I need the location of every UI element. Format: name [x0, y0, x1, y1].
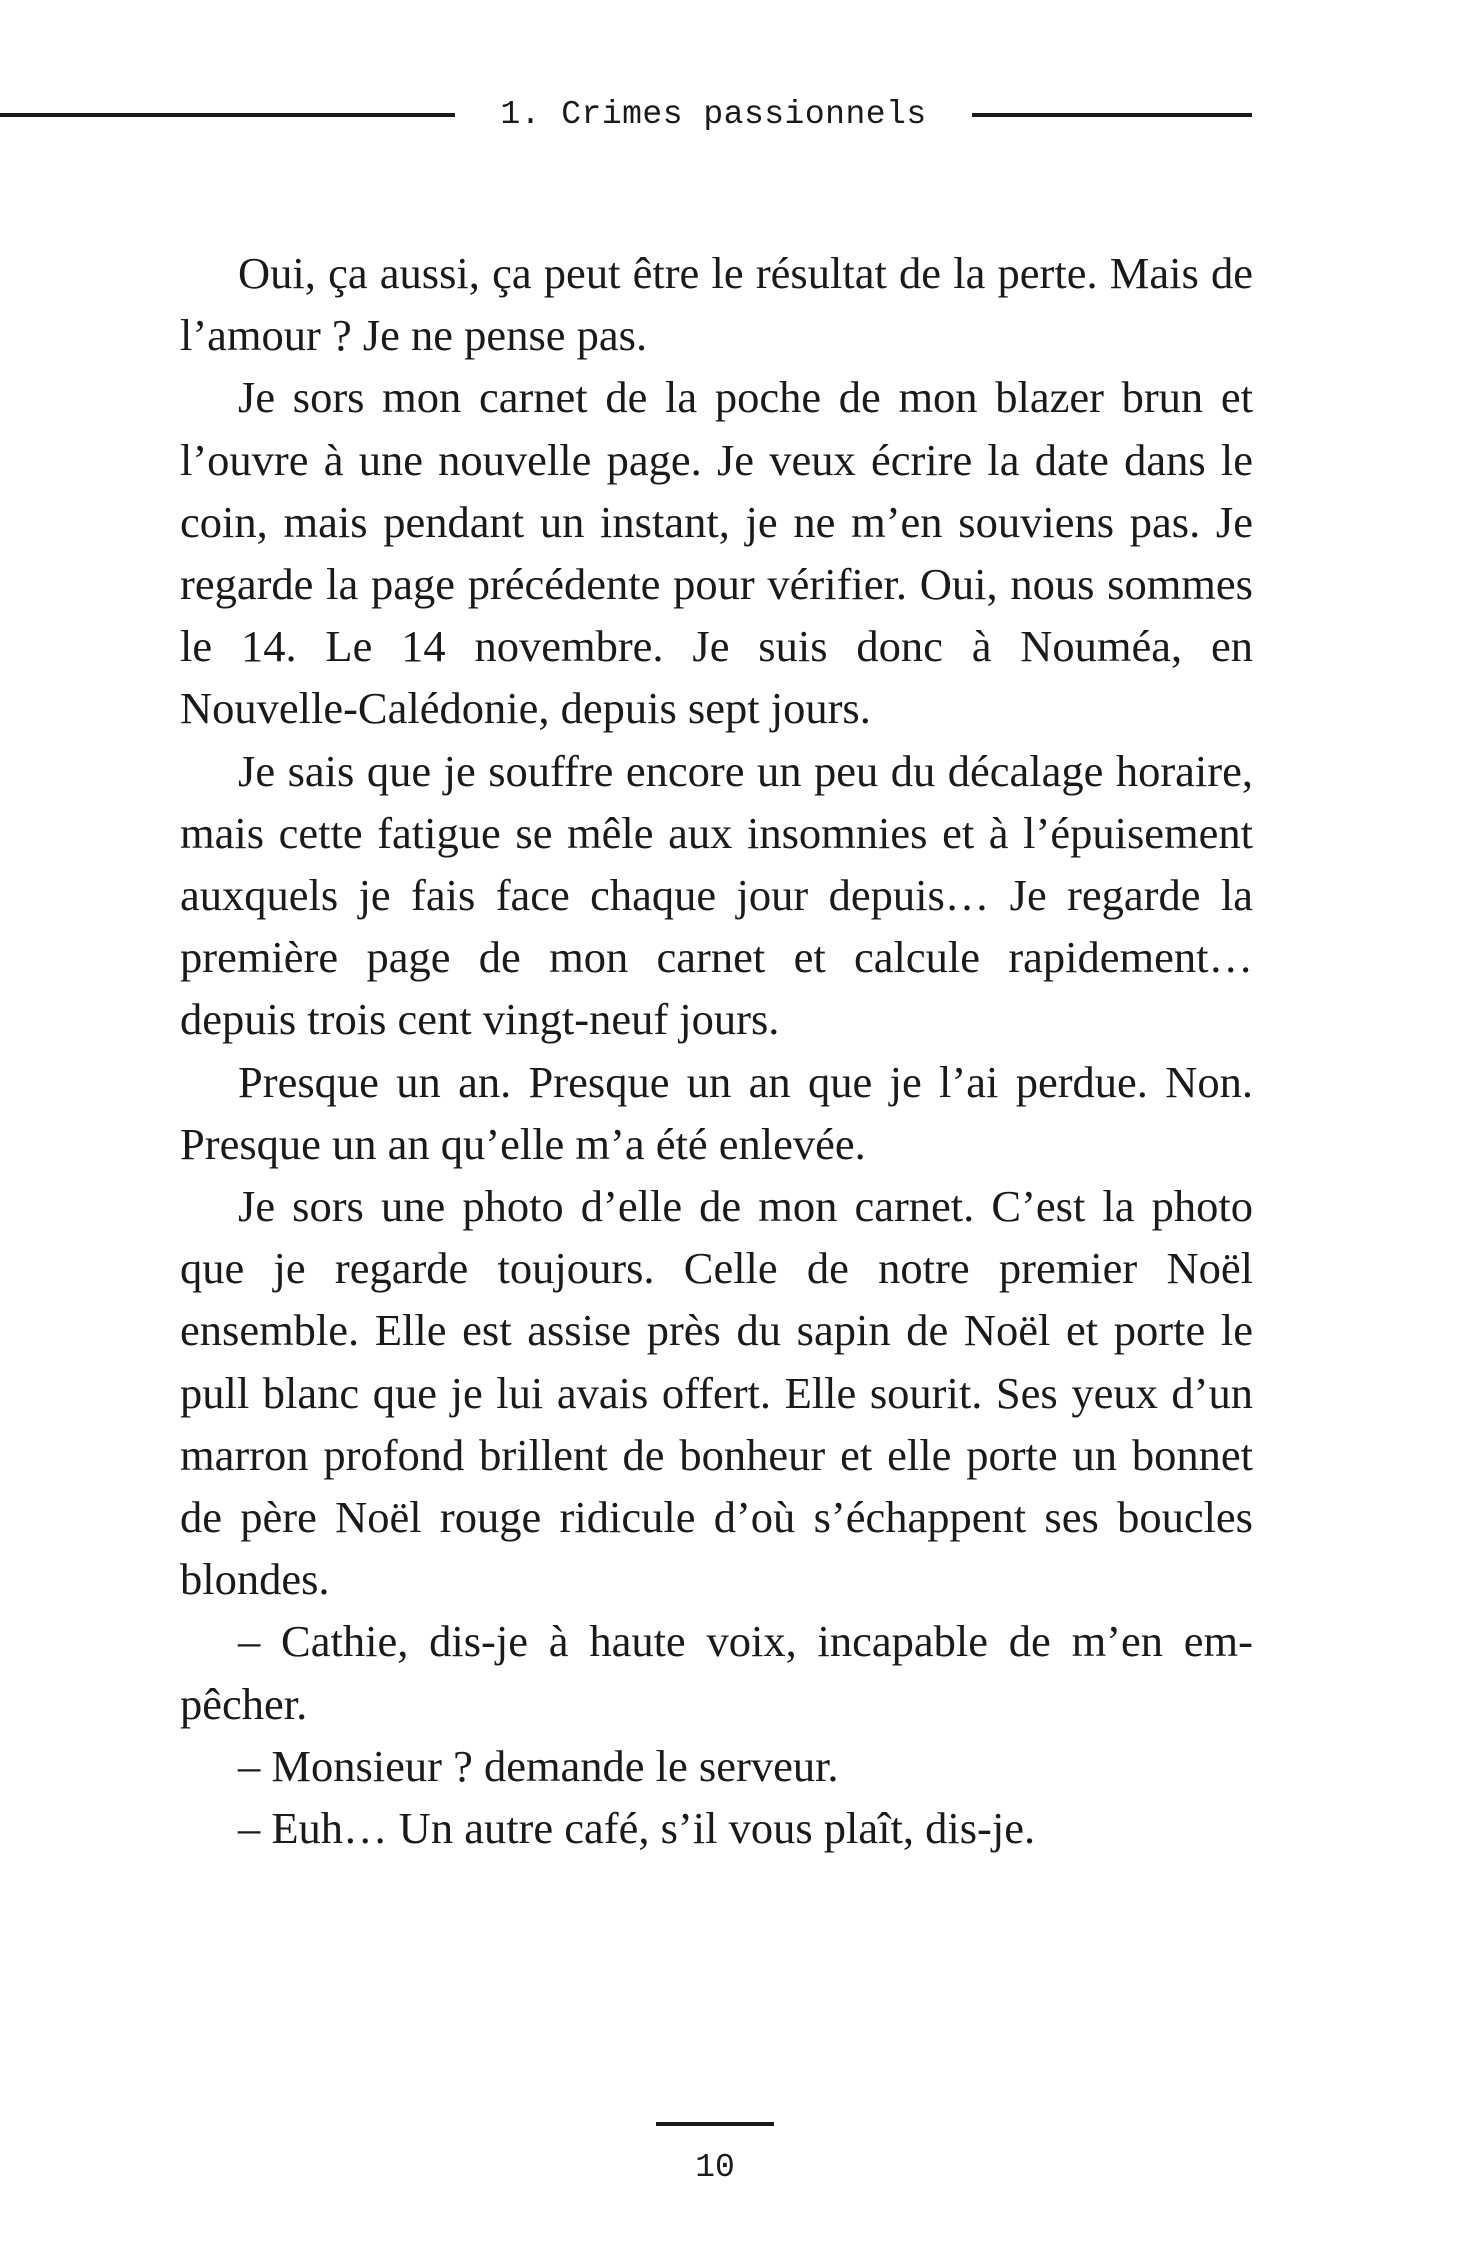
paragraph: Je sors une photo d’elle de mon carnet. C’est la photo que je regarde toujours. Celle de notre premier Noël ensemble. Elle est assise près du sapin de Noël et porte le pull blanc que je lui avais offert. Elle sourit. Ses yeux d’un marron profond brillent de bonheur et elle porte un bonnet de père Noël rouge ridicule d’où s’échappent ses boucles blondes.	[180, 1181, 1253, 1605]
body-text	[180, 242, 1253, 1859]
paragraph: Je sors mon carnet de la poche de mon blazer brun et l’ouvre à une nouvelle page. Je veux écrire la date dans le coin, mais pendant un instant, je ne m’en souviens pas. Je regarde la page précédente pour vérifier. Oui, nous sommes le 14. Le 14 novembre. Je suis donc à Nouméa, en Nouvelle-Calédonie, depuis sept jours.	[180, 372, 1253, 734]
header-rule-left	[0, 113, 455, 117]
page-number: 10	[695, 2149, 735, 2186]
header-rule-right	[972, 113, 1252, 117]
dialogue-line: – Cathie, dis-je à haute voix, incapable de m’en empêcher.	[180, 1616, 1253, 1729]
running-header	[0, 92, 1477, 140]
paragraph: Presque un an. Presque un an que je l’ai perdue. Non. Presque un an qu’elle m’a été enlevée.	[180, 1056, 1253, 1169]
paragraph: Je sais que je souffre encore un peu du décalage horaire, mais cette fatigue se mêle aux insomnies et à l’épuisement auxquels je fais face chaque jour depuis… Je regarde la première page de mon carnet et calcule rapidement… depuis trois cent vingt-neuf jours.	[180, 745, 1253, 1045]
footer-rule	[656, 2122, 774, 2126]
dialogue-line: – Monsieur ? demande le serveur.	[238, 1740, 839, 1791]
paragraph: Oui, ça aussi, ça peut être le résultat de la perte. Mais de l’amour ? Je ne pense pas.	[180, 248, 1253, 361]
dialogue-line: – Euh… Un autre café, s’il vous plaît, dis-je.	[238, 1803, 1036, 1854]
chapter-title: 1. Crimes passionnels	[500, 96, 927, 133]
